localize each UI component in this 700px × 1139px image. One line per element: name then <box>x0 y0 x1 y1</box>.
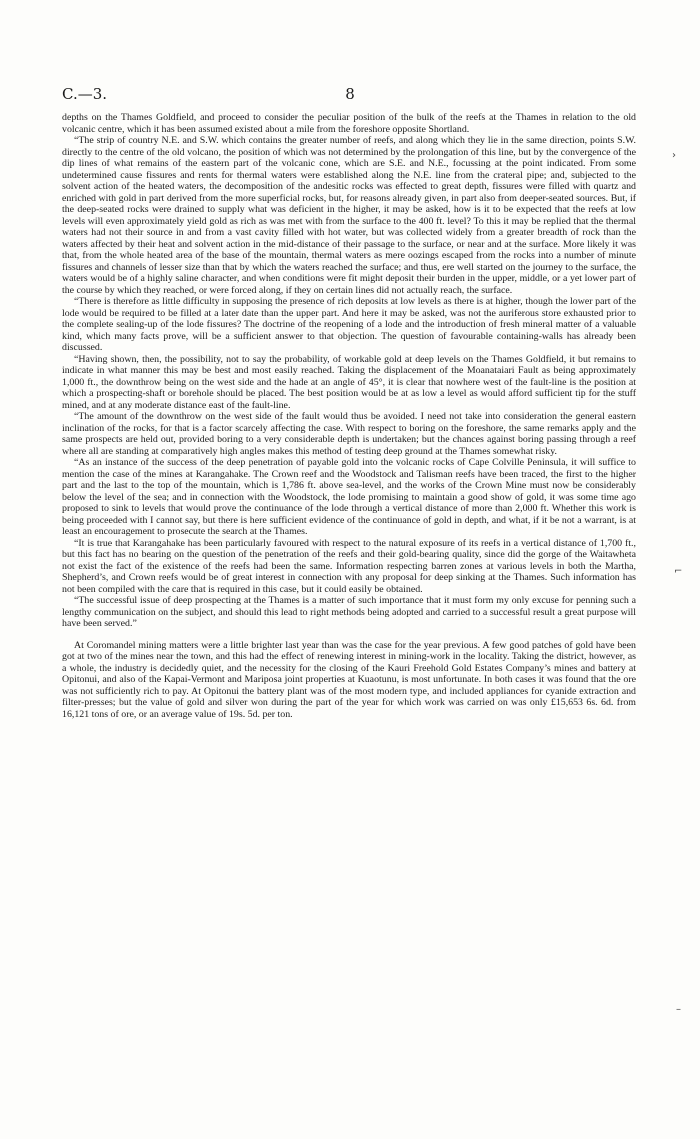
document-code: C.—3. <box>62 85 108 103</box>
page-number: 8 <box>345 85 355 103</box>
margin-mark: › <box>672 150 676 161</box>
page-header <box>62 85 638 105</box>
paragraph: depths on the Thames Goldfield, and proceed to consider the peculiar position of the bulk of the reefs at the Thames in relation to the old volcanic centre, which it has been assumed existed about a mile from the foreshore opposite Shortland. <box>62 112 636 135</box>
paragraph: “Having shown, then, the possibility, not to say the probability, of workable gold at deep levels on the Thames Goldfield, it but remains to indicate in what manner this may be best and most easily reached. Taking the displacement of the Moanataiari Fault as being approximately 1,000 ft., the downthrow being on the west side and the hade at an angle of 45°, it is clear that nowhere west of the fault-line is the position at which a prospecting-shaft or borehole should be placed. The best position would be at as low a level as would afford sufficient tip for the stuff mined, and at any moderate distance east of the fault-line. <box>62 353 636 411</box>
paragraph: “The amount of the downthrow on the west side of the fault would thus be avoided. I need not take into consideration the general eastern inclination of the rocks, for that is a factor scarcely affecting the case. With respect to boring on the foreshore, the same remarks apply and the same prospects are held out, provided boring to a very considerable depth is undertaken; but the chances against boring passing through a reef where all are standing at comparatively high angles makes this method of testing deep ground at the Thames somewhat risky. <box>62 411 636 457</box>
margin-mark: ⌐ <box>674 566 683 577</box>
margin-mark: – <box>676 1004 681 1015</box>
paragraph: At Coromandel mining matters were a little brighter last year than was the case for the year previous. A few good patches of gold have been got at two of the mines near the town, and this had the effect of renewing interest in mining-work in the locality. Taking the district, however, as a whole, the industry is decidedly quiet, and the necessity for the closing of the Kauri Freehold Gold Estates Company’s mines and battery at Opitonui, and also of the Kapai-Vermont and Mariposa joint properties at Kuaotunu, is most unfortunate. In both cases it was found that the ore was not sufficiently rich to pay. At Opitonui the battery plant was of the most modern type, and included appliances for cyanide extraction and filter-presses; but the value of gold and silver won during the part of the year for which work was carried on was only £15,653 6s. 6d. from 16,121 tons of ore, or an average value of 19s. 5d. per ton. <box>62 639 636 720</box>
document-body <box>62 112 636 720</box>
paragraph: “The successful issue of deep prospecting at the Thames is a matter of such importance that it must form my only excuse for penning such a lengthy communication on the subject, and should this lead to right methods being adopted and carried to a successful result a great purpose will have been served.” <box>62 595 636 629</box>
paragraph: “The strip of country N.E. and S.W. which contains the greater number of reefs, and along which they lie in the same direction, points S.W. directly to the centre of the old volcano, the position of which was not determined by the prolongation of this line, but by the convergence of the dip lines of what remains of the eastern part of the volcanic cone, which are S.E. and N.E., focussing at the point indicated. From some undetermined cause fissures and rents for thermal waters were established along the N.E. line from the crateral pipe; and, subjected to the solvent action of the heated waters, the decomposition of the andesitic rocks was effected to great depth, fissures were filled with quartz and enriched with gold in part derived from the more superficial rocks, but, for reasons already given, in part also from deeper-seated sources. But, if the deep-seated rocks were drained to supply what was deficient in the higher, it may be asked, how is it to be expected that the reefs at low levels will even approximately yield gold as rich as was met with from the surface to the 400 ft. level? To this it may be replied that the thermal waters had not their source in and from a vast cavity filled with hot water, but was collected widely from a greater breadth of rock than the waters affected by their heat and solvent action in the mid-distance of their passage to the surface, or near and at the surface. More likely it was that, from the whole heated area of the base of the mountain, thermal waters as mere oozings escaped from the rocks into a number of minute fissures and channels of lesser size than that by which the waters reached the surface; and thus, ere well started on the journey to the surface, the waters would be of a highly saline character, and when conditions were fit might deposit their burden in the upper, middle, or a yet lower part of the course by which they reached, or were forced along, if they on certain lines did not actually reach, the surface. <box>62 135 636 296</box>
paragraph: “There is therefore as little difficulty in supposing the presence of rich deposits at low levels as there is at higher, though the lower part of the lode would be required to be filled at a later date than the upper part. And here it may be asked, was not the auriferous store exhausted prior to the complete sealing-up of the lode fissures? The doctrine of the reopening of a lode and the introduction of fresh mineral matter of a valuable kind, which many facts prove, will be a sufficient answer to that objection. The question of favourable containing-walls has already been discussed. <box>62 296 636 353</box>
paragraph: “As an instance of the success of the deep penetration of payable gold into the volcanic rocks of Cape Colville Peninsula, it will suffice to mention the case of the mines at Karangahake. The Crown reef and the Woodstock and Talisman reefs have been traced, the first to the higher part and the last to the top of the mountain, which is 1,786 ft. above sea-level, and the works of the Crown Mine must now be considerably below the level of the sea; and in connection with the Woodstock, the lode promising to maintain a good show of gold, it was some time ago proposed to sink to levels that would prove the continuance of the lode through a vertical distance of more than 2,000 ft. Whether this work is being proceeded with I cannot say, but there is here sufficient evidence of the continuance of gold in depth, and what, if it be not a warrant, is at least an encouragement to prosecute the search at the Thames. <box>62 457 636 537</box>
paragraph: “It is true that Karangahake has been particularly favoured with respect to the natural exposure of its reefs in a vertical distance of 1,700 ft., but this fact has no bearing on the question of the penetration of the reefs and their gold-bearing quality, since did the gorge of the Waitawheta not exist the fact of the existence of the reefs had been the same. Information respecting barren zones at various levels in both the Martha, Shepherd’s, and Crown reefs would be of great interest in connection with any proposal for deep sinking at the Thames. Such information has not been compiled with the care that is required in this case, but it could easily be obtained. <box>62 537 636 595</box>
